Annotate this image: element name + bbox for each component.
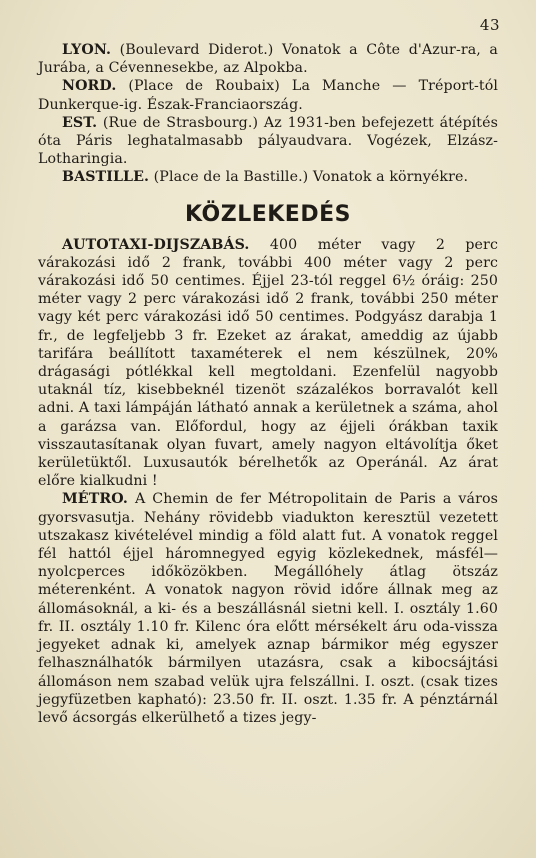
station-name: NORD.	[62, 78, 117, 95]
transport-entry-taxi	[38, 236, 498, 491]
page-content	[38, 41, 498, 727]
station-entry-lyon	[38, 41, 498, 77]
transport-entry-metro	[38, 490, 498, 727]
entry-text: A Chemin de fer Métropolitain de Paris a város gyorsvasutja. Nehány rövidebb viadukton keresztül vezetett utszakasz kivételével mindig a föld alatt fut. A vonatok reggel fél hattól éjjel háromnegyed egyig közlekednek, másfél—nyolcperces időközökben. Megállóhely átlag ötszáz méterenként. A vonatok nagyon rövid időre állnak meg az állomásoknál, a ki- és a beszállásnál sietni kell. I. osztály 1.60 fr. II. osztály 1.10 fr. Kilenc óra előtt mérsékelt áru oda-vissza jegyeket adnak ki, amelyek aznap bármikor még egyszer felhasználhatók bármilyen utazásra, csak a kibocsájtási állomáson nem szabad velük ujra felszállni. I. oszt. (csak tizes jegyfüzetben kapható): 23.50 fr. II. oszt. 1.35 fr. A pénztárnál levő ácsorgás elkerülhető a tizes jegy-	[38, 491, 498, 726]
station-name: LYON.	[62, 42, 112, 58]
entry-title: AUTOTAXI-DIJSZABÁS.	[62, 236, 250, 253]
station-text: (Place de la Bastille.) Vonatok a környékre.	[153, 169, 469, 186]
page-number: 43	[479, 16, 500, 34]
station-entry-bastille	[38, 168, 498, 186]
entry-text: 400 méter vagy 2 perc várakozási idő 2 frank, további 400 méter vagy 2 perc várakozási idő 50 centimes. Éjjel 23-tól reggel 6½ óráig: 250 méter vagy 2 perc várakozási idő 2 frank, további 250 méter vagy két perc várakozási idő 50 centimes. Podgyász darabja 1 fr., de legfeljebb 3 fr. Ezeket az árakat, ameddig az újabb tarifára beállított taxaméterek el nem készülnek, 20% drágasági pótlékkal kell megtoldani. Ezenfelül nagyobb utaknál tíz, kisebbeknél tizenöt százalékos borravalót kell adni. A taxi lámpáján látható annak a kerületnek a száma, ahol a garázsa van. Előfordul, hogy az éjjeli órákban taxik visszautasítanak olyan fuvart, amely nagyon eltávolítja őket kerületüktől. Luxusautók bérelhetők az Operánál. Az árat előre kialkudni !	[38, 236, 498, 490]
station-entry-nord	[38, 77, 498, 113]
station-text: (Rue de Strasbourg.) Az 1931-ben befejezett átépítés óta Páris leghatalmasabb pályaudvara. Vogézek, Elzász-Lotharingia.	[38, 114, 498, 168]
station-entry-est	[38, 114, 498, 169]
station-name: EST.	[62, 114, 98, 131]
station-text: (Place de Roubaix) La Manche — Tréport-tól Dunkerque-ig. Észak-Franciaország.	[38, 78, 498, 113]
station-text: (Boulevard Diderot.) Vonatok a Côte d'Azur-ra, a Jurába, a Cévennesekbe, az Alpokba.	[38, 42, 498, 77]
entry-title: MÉTRO.	[62, 491, 128, 508]
station-name: BASTILLE.	[62, 169, 150, 186]
section-heading: KÖZLEKEDÉS	[185, 201, 351, 227]
